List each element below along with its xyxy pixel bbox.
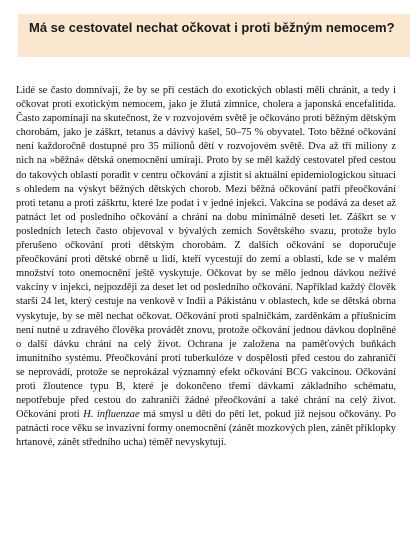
article-body — [16, 84, 396, 450]
article-heading: Má se cestovatel nechat očkovat i proti běžným nemocem? — [29, 20, 395, 35]
article-text-part-2: má smysl u dětí do pěti let, pokud již nejsou očkovány. Po patnácti roce věku se invazivní formy onemocnění (zánět mozkových plen, zánět příklopky hrtanové, zánět středního ucha) téměř nevyskytují. — [16, 409, 396, 449]
article-text-part-1: Lidé se často domnívají, že by se při cestách do exotických oblastí měli chránit, a tedy i očkovat proti exotickým nemocem, jako je žlutá zimnice, cholera a japonská encefalitida. Často zapomínají na skutečnost, že v rozvojovém světě je očkováno proti běžným dětským chorobám, jako je záškrt, tetanus a dávivý kašel, 50–75 % obyvatel. Toto běžné očkování není každoročně dostupné pro 35 milionů dětí v rozvojovém světě. Dva až tři miliony z nich na »běžná« dětská onemocnění umírají. Proto by se měl každý cestovatel před cestou do takových oblastí poradit v centru očkování a zjistit si aktuální epidemiologickou situaci s ohledem na výskyt běžných dětských chorob. Mezi běžná očkování patří přeočkování proti tetanu a proti záškrtu, které lze podat i v jedné injekci. Vakcína se podává za deset až patnáct let od posledního očkování a chrání na dobu minimálně deseti let. Záškrt se v posledních letech často objevoval v bývalých zemích Sovětského svazu, protože bylo přerušeno očkování proti dětským chorobám. Z dalších očkování se doporučuje přeočkování proti dětské obrně u lidí, kteří vycestují do zemí a oblastí, kde se v malém množství toto onemocnění ještě vyskytuje. Očkovat by se mělo jednou dávkou neživé vakcíny v injekci, nejpozději za deset let od posledního očkování. Například každý člověk starší 24 let, který cestuje na venkově v Indii a Pákistánu v oblastech, kde se dětská obrna vyskytuje, by se měl nechat očkovat. Očkování proti spalničkám, zarděnkám a příušnicím není nutné u zdravého člověka provádět znovu, protože očkování jednou dávkou doplněné o další dávku chrání na celý život. Ochrana je založena na paměťových buňkách imunitního systému. Přeočkování proti tuberkulóze v dospělosti před cestou do zahraničí se neprovádí, protože se neprokázal významný efekt očkování BCG vakcínou. Očkování proti žloutence typu B, které je dokončeno třemi dávkami základního schématu, nepotřebuje před cestou do zahraničí žádné přeočkování a také chrání na celý život. Očkování proti — [16, 85, 396, 421]
heading-box — [18, 14, 410, 57]
article-italic-term: H. influenzae — [83, 409, 140, 421]
